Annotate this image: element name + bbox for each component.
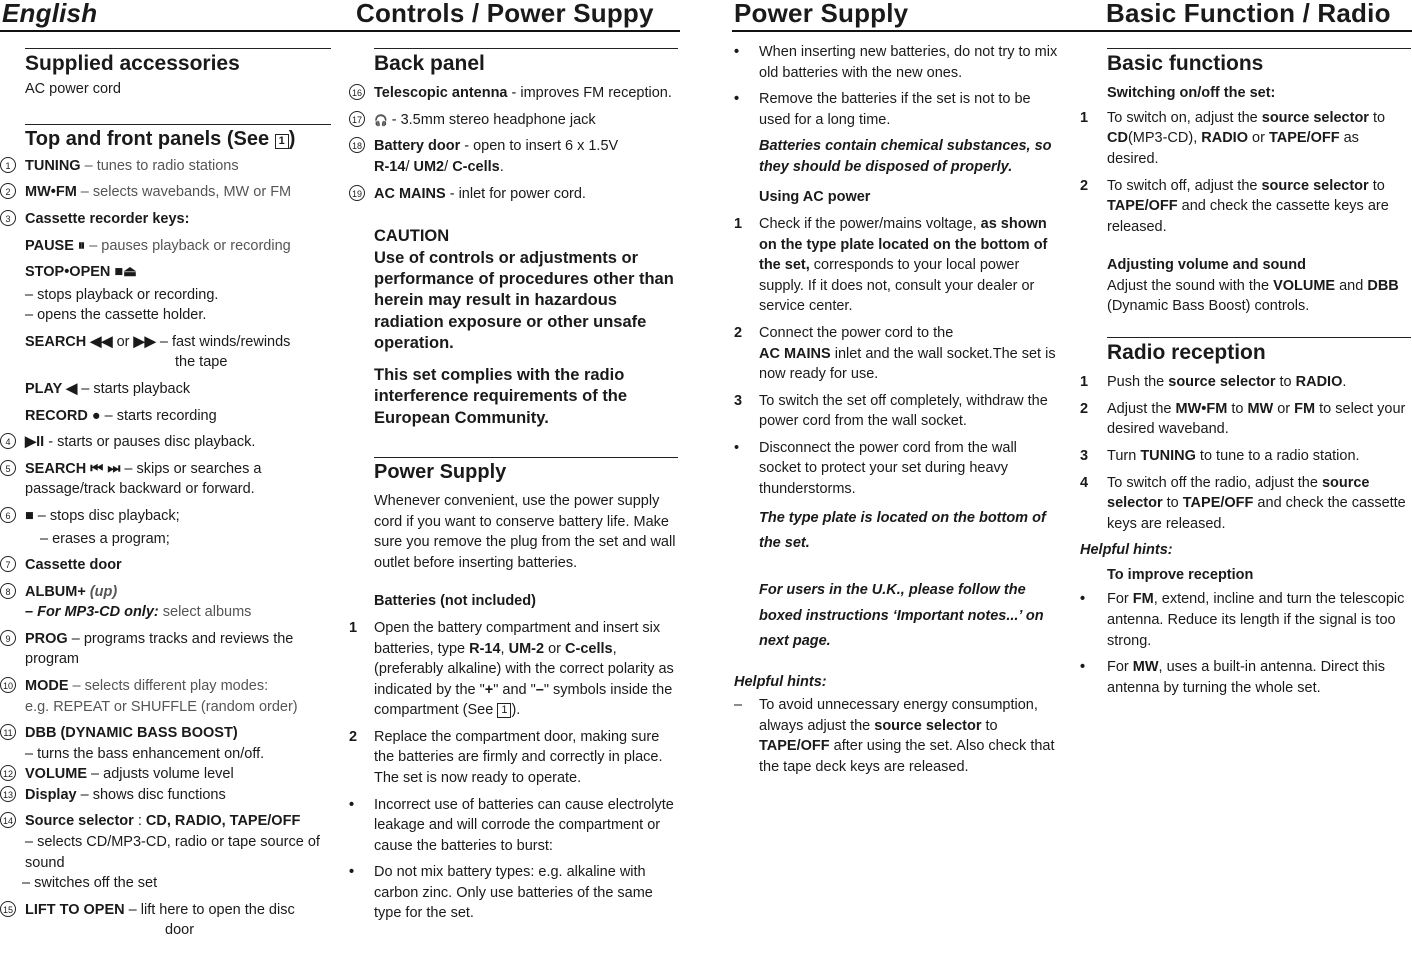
- control-item: 6 ■ – stops disc playback;: [0, 506, 331, 527]
- source-desc-2: – switches off the set: [22, 875, 158, 892]
- reception-bullet: • For MW, uses a built-in antenna. Direct this antenna by turning the whole set.: [1080, 659, 1386, 696]
- language-header: English: [2, 0, 98, 28]
- radio-step: 3 Turn TUNING to tune to a radio station.: [1080, 448, 1360, 465]
- chemical-warning: Batteries contain chemical substances, so they should be disposed of properly.: [759, 138, 1052, 175]
- column-basic-functions: [1080, 48, 1411, 704]
- search-desc: the tape: [175, 354, 228, 371]
- control-item: 10 MODE – selects different play modes:: [0, 676, 331, 697]
- battery-bullet: • When inserting new batteries, do not try to mix old batteries with the new ones.: [734, 44, 1058, 81]
- ac-step: 2 Connect the power cord to the AC MAINS inlet and the wall socket.The set is now ready for use.: [734, 324, 1056, 383]
- power-supply-title: Power Supply: [374, 457, 678, 485]
- switch-title: Switching on/off the set:: [1107, 85, 1276, 102]
- back-panel-title: Back panel: [374, 48, 678, 77]
- control-item: 15 LIFT TO OPEN – lift here to open the disc: [0, 900, 331, 921]
- control-item: 16 Telescopic antenna - improves FM reception.: [349, 83, 678, 104]
- figure-ref: 1: [275, 134, 289, 149]
- right-header-rule: [732, 30, 1412, 32]
- search-key: SEARCH ◀◀ or ▶▶ – fast winds/rewinds: [25, 333, 291, 350]
- right-page-title: Basic Function / Radio: [1106, 0, 1391, 28]
- battery-bullet: • Remove the batteries if the set is not to be used for a long time.: [734, 91, 1031, 128]
- dbb-desc: – turns the bass enhancement on/off.: [25, 745, 265, 762]
- pause-key: PAUSE ⏸ – pauses playback or recording: [25, 237, 291, 254]
- control-item: 14 Source selector : CD, RADIO, TAPE/OFF: [0, 811, 331, 832]
- control-item: 17 🎧 - 3.5mm stereo headphone jack: [349, 110, 678, 131]
- stop-desc-1: – stops playback or recording.: [25, 286, 219, 303]
- mode-desc: e.g. REPEAT or SHUFFLE (random order): [25, 698, 298, 715]
- headphone-icon: 🎧: [374, 114, 388, 127]
- radio-step: 2 Adjust the MW•FM to MW or FM to select your desired waveband.: [1080, 400, 1406, 438]
- complies-text: This set complies with the radio interference requirements of the European Community.: [374, 365, 628, 427]
- radio-step: 1 Push the source selector to RADIO.: [1080, 374, 1347, 391]
- volume-text: Adjust the sound with the VOLUME and DBB (Dynamic Bass Boost) controls.: [1107, 277, 1399, 315]
- control-item: 7 Cassette door: [0, 555, 331, 576]
- left-page-title: Controls / Power Suppy: [356, 0, 654, 28]
- power-supply-text: Whenever convenient, use the power supply cord if you want to conserve battery life. Make sure you remove the plug from the set and wall outlet before inserting batteries.: [374, 493, 676, 571]
- battery-step: 2 Replace the compartment door, making sure the batteries are firmly and correctly in place. The set is now ready to operate.: [349, 728, 663, 787]
- control-item: 8 ALBUM+ (up): [0, 582, 331, 603]
- control-item: 4 ▶II - starts or pauses disc playback.: [0, 432, 331, 453]
- accessories-text: AC power cord: [25, 81, 121, 98]
- uk-note: For users in the U.K., please follow the boxed instructions ‘Important notes...’ on next page.: [759, 582, 1044, 650]
- reception-bullet: • For FM, extend, incline and turn the telescopic antenna. Reduce its length if the signal is too strong.: [1080, 591, 1405, 649]
- control-item: 1 TUNING – tunes to radio stations: [0, 156, 331, 177]
- erase-desc: – erases a program;: [40, 530, 170, 547]
- left-header-rule: [0, 30, 680, 32]
- ac-bullet: • Disconnect the power cord from the wall socket to protect your set during heavy thunderstorms.: [734, 439, 1017, 497]
- record-key: RECORD ● – starts recording: [25, 407, 217, 424]
- volume-title: Adjusting volume and sound: [1107, 257, 1306, 274]
- basic-functions-title: Basic functions: [1107, 48, 1411, 77]
- control-item: 19 AC MAINS - inlet for power cord.: [349, 184, 678, 205]
- stop-desc-2: – opens the cassette holder.: [25, 307, 207, 324]
- battery-bullet: • Do not mix battery types: e.g. alkaline with carbon zinc. Only use batteries of the same type for the set.: [349, 864, 653, 922]
- hint-item: – To avoid unnecessary energy consumption, always adjust the source selector to TAPE/OFF after using the set. Also check that the tape deck keys are released.: [734, 697, 1055, 775]
- caution-title: CAUTION: [374, 227, 450, 246]
- radio-step: 4 To switch off the radio, adjust the source selector to TAPE/OFF and check the cassette keys are released.: [1080, 474, 1406, 532]
- column-controls: [2, 48, 331, 947]
- album-desc: – For MP3-CD only: select albums: [25, 604, 252, 621]
- battery-step: 1 Open the battery compartment and insert six batteries, type R-14, UM-2 or C-cells, (preferably alkaline) with the correct polarity as indicated by the "+" and "–" symbols inside the compartment (See 1 ).: [349, 619, 674, 719]
- control-item: 9 PROG – programs tracks and reviews the program: [0, 629, 331, 670]
- accessories-title: Supplied accessories: [25, 48, 331, 77]
- type-plate-note: The type plate is located on the bottom of the set.: [759, 509, 1046, 551]
- play-key: PLAY ◀ – starts playback: [25, 381, 191, 398]
- panels-title: Top and front panels (See 1 ): [25, 124, 331, 152]
- control-item: 13 Display – shows disc functions: [0, 785, 331, 806]
- control-item: 5 SEARCH ⏮ ⏭ – skips or searches a passage/track backward or forward.: [0, 459, 331, 500]
- switch-step: 1 To switch on, adjust the source selector to CD(MP3-CD), RADIO or TAPE/OFF as desired.: [1080, 109, 1386, 167]
- ac-power-title: Using AC power: [759, 189, 871, 206]
- control-item: 3 Cassette recorder keys:: [0, 209, 331, 230]
- ac-step: 3 To switch the set off completely, withdraw the power cord from the wall socket.: [734, 392, 1048, 430]
- hints-title: Helpful hints:: [734, 674, 827, 691]
- radio-title: Radio reception: [1107, 337, 1411, 366]
- battery-bullet: • Incorrect use of batteries can cause electrolyte leakage and will corrode the compartment or cause the batteries to burst:: [349, 796, 674, 854]
- control-item: 11 DBB (DYNAMIC BASS BOOST): [0, 723, 331, 744]
- caution-text: Use of controls or adjustments or performance of procedures other than herein may result in hazardous radiation exposure or other unsafe operation.: [374, 248, 674, 353]
- radio-hints-title: Helpful hints:: [1080, 542, 1173, 559]
- batteries-title: Batteries (not included): [374, 593, 536, 610]
- ac-step: 1 Check if the power/mains voltage, as shown on the type plate located on the bottom of the set, corresponds to your local power supply. If it does not, consult your dealer or service center.: [734, 216, 1048, 315]
- control-item: 18 Battery door - open to insert 6 x 1.5V R-14/ UM2/ C-cells.: [349, 136, 678, 177]
- mid-page-title: Power Supply: [734, 0, 909, 28]
- column-back-panel: [349, 48, 678, 930]
- stop-key: STOP•OPEN ■⏏: [25, 264, 137, 281]
- switch-step: 2 To switch off, adjust the source selector to TAPE/OFF and check the cassette keys are released.: [1080, 177, 1389, 235]
- control-item: 12 VOLUME – adjusts volume level: [0, 764, 331, 785]
- lift-desc: door: [165, 922, 195, 939]
- control-item: 2 MW•FM – selects wavebands, MW or FM: [0, 182, 331, 203]
- improve-title: To improve reception: [1107, 566, 1254, 583]
- source-desc: – selects CD/MP3-CD, radio or tape source of sound: [25, 834, 320, 871]
- column-power-supply: [734, 42, 1062, 783]
